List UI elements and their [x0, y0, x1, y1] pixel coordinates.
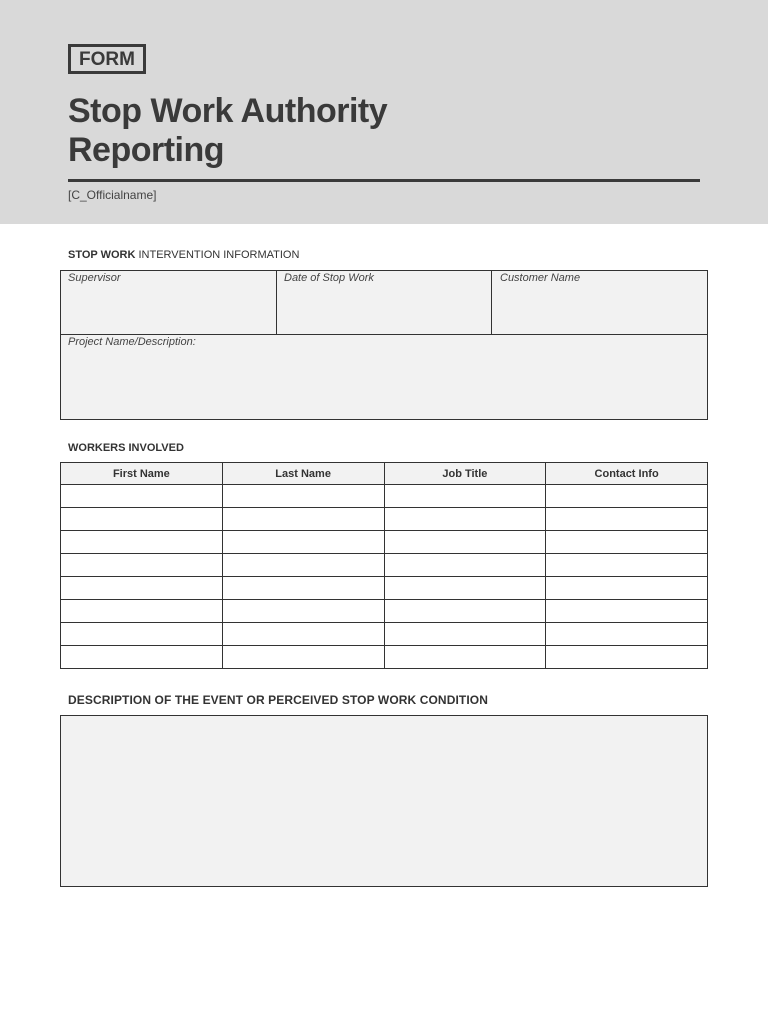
table-cell[interactable]	[222, 600, 384, 623]
table-cell[interactable]	[222, 577, 384, 600]
column-header-job-title: Job Title	[384, 463, 546, 485]
description-textarea[interactable]	[60, 715, 708, 887]
intervention-label-bold: STOP WORK	[68, 249, 136, 261]
table-cell[interactable]	[546, 646, 708, 669]
table-row	[61, 623, 708, 646]
date-of-stop-work-field[interactable]: Date of Stop Work	[284, 272, 374, 284]
table-cell[interactable]	[546, 554, 708, 577]
intervention-section-label	[68, 249, 299, 261]
table-row	[61, 531, 708, 554]
table-cell[interactable]	[546, 485, 708, 508]
table-cell[interactable]	[384, 485, 546, 508]
table-cell[interactable]	[61, 577, 223, 600]
table-cell[interactable]	[384, 600, 546, 623]
cell-divider	[491, 271, 492, 335]
intervention-label-rest: INTERVENTION INFORMATION	[135, 249, 300, 261]
customer-name-field[interactable]: Customer Name	[500, 272, 581, 284]
row-divider	[61, 334, 707, 335]
table-cell[interactable]	[61, 531, 223, 554]
table-cell[interactable]	[222, 623, 384, 646]
table-cell[interactable]	[546, 600, 708, 623]
table-header-row	[61, 463, 708, 485]
form-badge: FORM	[68, 44, 146, 74]
table-cell[interactable]	[61, 646, 223, 669]
table-row	[61, 600, 708, 623]
official-name: [C_Officialname]	[68, 188, 157, 202]
title-line-1: Stop Work Authority	[68, 92, 388, 130]
table-cell[interactable]	[384, 531, 546, 554]
column-header-first-name: First Name	[61, 463, 223, 485]
supervisor-field[interactable]: Supervisor	[68, 272, 121, 284]
table-row	[61, 485, 708, 508]
table-row	[61, 508, 708, 531]
table-cell[interactable]	[546, 577, 708, 600]
table-cell[interactable]	[384, 508, 546, 531]
table-cell[interactable]	[61, 600, 223, 623]
table-cell[interactable]	[222, 554, 384, 577]
table-row	[61, 646, 708, 669]
intervention-info-box	[60, 270, 708, 420]
table-cell[interactable]	[61, 623, 223, 646]
title-divider	[68, 179, 700, 182]
table-cell[interactable]	[222, 508, 384, 531]
table-cell[interactable]	[222, 485, 384, 508]
page-title	[68, 92, 668, 170]
table-cell[interactable]	[61, 485, 223, 508]
table-cell[interactable]	[384, 554, 546, 577]
table-cell[interactable]	[61, 554, 223, 577]
table-cell[interactable]	[222, 531, 384, 554]
table-row	[61, 554, 708, 577]
title-line-2: Reporting	[68, 131, 225, 169]
header-band	[0, 0, 768, 224]
table-cell[interactable]	[546, 623, 708, 646]
table-cell[interactable]	[222, 646, 384, 669]
workers-section-label: WORKERS INVOLVED	[68, 442, 184, 454]
table-cell[interactable]	[384, 623, 546, 646]
table-row	[61, 577, 708, 600]
table-cell[interactable]	[61, 508, 223, 531]
column-header-last-name: Last Name	[222, 463, 384, 485]
cell-divider	[276, 271, 277, 335]
table-cell[interactable]	[384, 577, 546, 600]
description-section-label: DESCRIPTION OF THE EVENT OR PERCEIVED STOP WORK CONDITION	[68, 693, 488, 707]
table-cell[interactable]	[384, 646, 546, 669]
column-header-contact-info: Contact Info	[546, 463, 708, 485]
workers-table	[60, 462, 708, 669]
table-cell[interactable]	[546, 508, 708, 531]
project-description-field[interactable]: Project Name/Description:	[68, 336, 196, 348]
table-cell[interactable]	[546, 531, 708, 554]
